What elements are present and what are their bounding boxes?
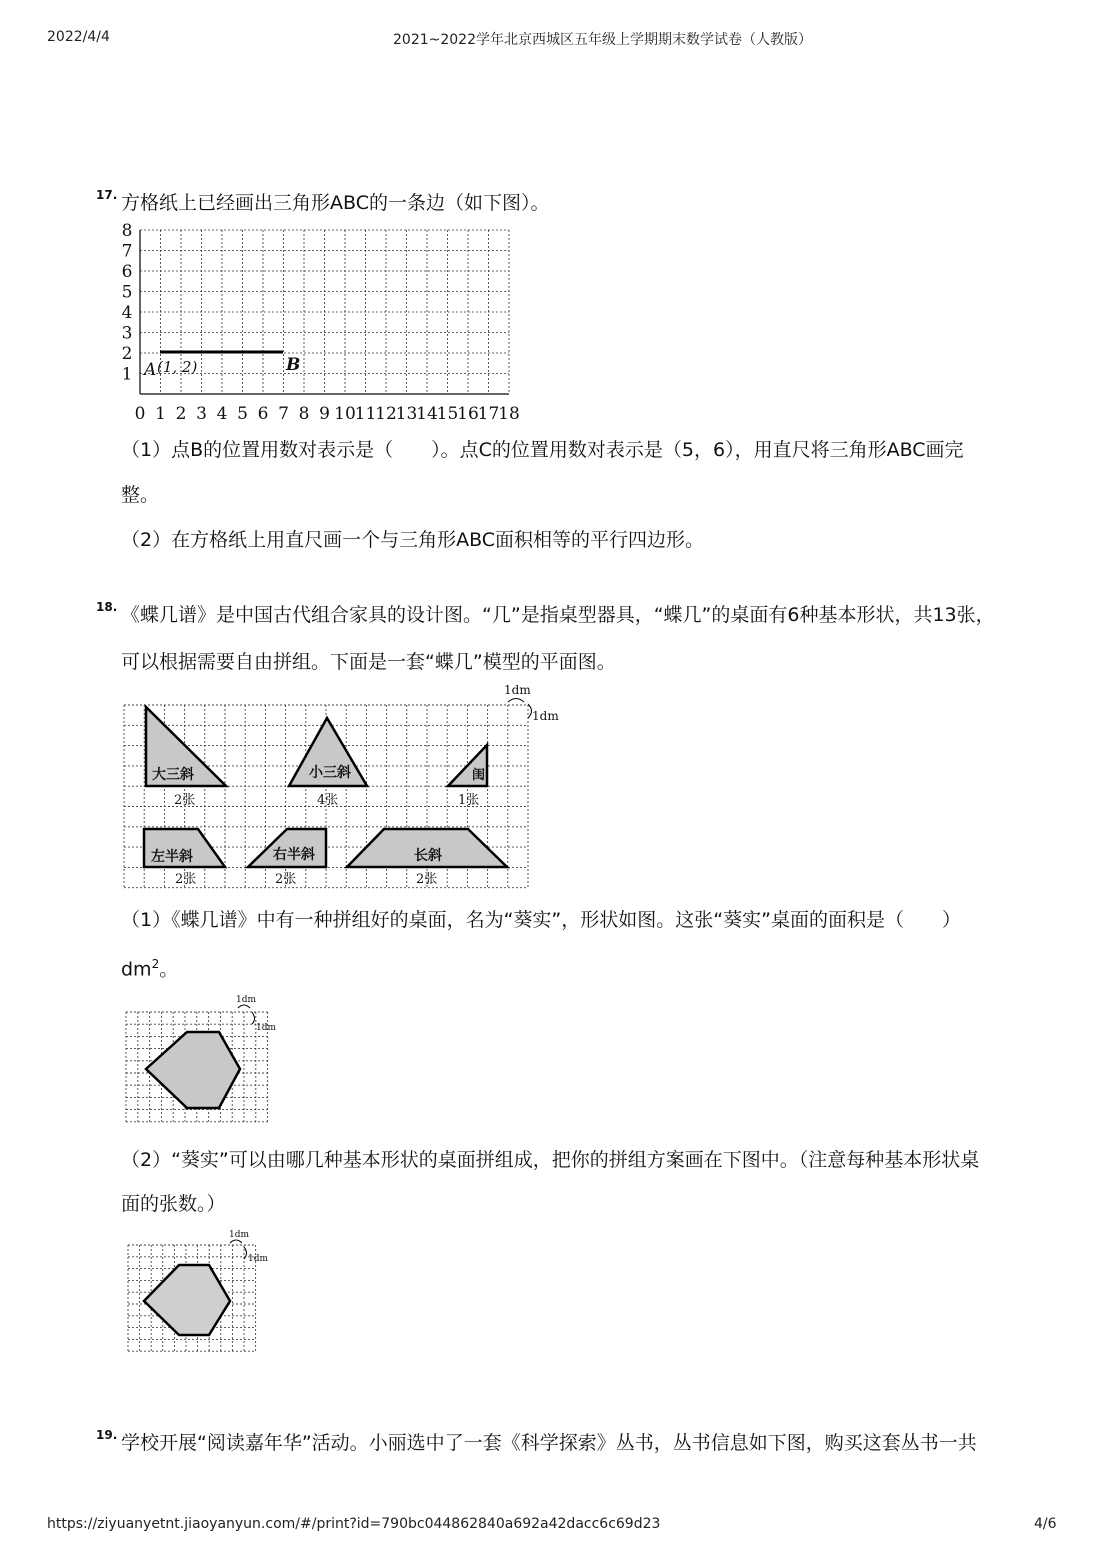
x-tick-label: 1 (155, 404, 166, 424)
kuishi-shape-figure (120, 990, 285, 1135)
piece-name-small-triangle: 小三斜 (309, 765, 351, 781)
x-tick-label: 0 (134, 404, 146, 424)
question-17-part-1-line-1: （1）点B的位置用数对表示是（ ）。点C的位置用数对表示是（5，6），用直尺将三角形ABC画完 (121, 439, 964, 461)
question-18-line-1: 《蝶几谱》是中国古代组合家具的设计图。“几”是指桌型器具，“蝶几”的桌面有6种基本形状，共13张， (121, 604, 995, 626)
piece-name-left-half-slant: 左半斜 (151, 849, 193, 865)
page-url: https://ziyuanyetnt.jiaoyanyun.com/#/print?id=790bc044862840a692a42dacc6c69d23 (47, 1516, 661, 1532)
piece-count-long-slant: 2张 (416, 872, 438, 887)
y-tick-label: 2 (121, 344, 133, 364)
x-tick-label: 3 (196, 404, 207, 424)
piece-count-big-triangle: 2张 (174, 793, 196, 808)
unit-brace-horizontal (508, 699, 524, 703)
unit-brace-horizontal (230, 1240, 242, 1243)
x-tick-label: 12 (375, 404, 397, 424)
y-tick-label: 3 (121, 323, 133, 344)
question-18-part-1-line-2: $dm^2$。 (121, 957, 179, 981)
print-date: 2022/4/4 (47, 29, 110, 45)
x-tick-label: 15 (436, 404, 459, 424)
question-17-text: 方格纸上已经画出三角形ABC的一条边（如下图）。 (121, 192, 550, 214)
question-17-part-1-line-2: 整。 (121, 484, 160, 506)
piece-count-small-triangle: 4张 (317, 793, 339, 808)
unit-label-horizontal: 1dm (504, 683, 531, 697)
unit-brace-vertical (252, 1012, 255, 1024)
piece-name-right-half-slant: 右半斜 (273, 847, 315, 863)
point-a-coordinate: (1, 2) (157, 358, 198, 376)
point-b-label: B (286, 355, 301, 375)
question-17-part-2: （2）在方格纸上用直尺画一个与三角形ABC面积相等的平行四边形。 (121, 529, 705, 551)
unit-label-vertical: 1dm (256, 1023, 277, 1033)
unit-label-vertical: 1dm (532, 709, 559, 723)
question-19-text: 学校开展“阅读嘉年华”活动。小丽选中了一套《科学探索》丛书，丛书信息如下图，购买这套丛书一共 (121, 1432, 977, 1454)
x-tick-label: 9 (319, 404, 330, 424)
x-tick-label: 7 (278, 404, 289, 424)
unit-label-horizontal: 1dm (229, 1230, 250, 1240)
document-title: 2021~2022学年北京西城区五年级上学期期末数学试卷（人教版） (393, 32, 812, 48)
x-tick-label: 17 (477, 404, 500, 424)
unit-label-horizontal: 1dm (236, 995, 257, 1005)
x-tick-label: 13 (395, 404, 418, 424)
x-tick-label: 5 (237, 404, 248, 424)
piece-count-gui: 1张 (458, 793, 480, 808)
point-a-label: A (144, 360, 157, 380)
x-tick-label: 10 (334, 404, 356, 424)
butterfly-table-pieces-figure (118, 680, 568, 895)
question-18-part-2-line-1: （2）“葵实”可以由哪几种基本形状的桌面拼组成，把你的拼组方案画在下图中。（注意每种基本形状桌 (121, 1149, 980, 1171)
coordinate-grid-figure (115, 222, 525, 426)
piece-name-long-slant: 长斜 (414, 848, 442, 864)
y-tick-label: 7 (121, 241, 133, 262)
coordinate-grid (122, 222, 520, 424)
question-18-line-2: 可以根据需要自由拼组。下面是一套“蝶几”模型的平面图。 (121, 651, 616, 673)
unit-label-vertical: 1dm (248, 1254, 269, 1264)
question-18-part-2-line-2: 面的张数。） (121, 1193, 226, 1215)
unit-brace-horizontal (238, 1005, 250, 1008)
question-number-18: 18. (96, 600, 118, 614)
page-number: 4/6 (1034, 1516, 1057, 1532)
unit-brace-vertical (528, 704, 532, 718)
kuishi-hexagon-outline (144, 1265, 230, 1335)
piece-count-right-half-slant: 2张 (275, 872, 297, 887)
piece-count-left-half-slant: 2张 (175, 872, 197, 887)
x-tick-label: 6 (257, 404, 269, 424)
kuishi-hexagon (146, 1032, 240, 1108)
x-tick-label: 8 (298, 404, 310, 424)
x-tick-label: 4 (216, 404, 228, 424)
piece-name-big-triangle: 大三斜 (152, 767, 194, 783)
y-tick-label: 1 (121, 364, 133, 385)
x-tick-label: 14 (416, 404, 438, 424)
question-number-17: 17. (96, 188, 118, 202)
question-number-19: 19. (96, 1428, 118, 1442)
y-tick-label: 6 (121, 262, 133, 282)
x-tick-label: 18 (498, 404, 520, 424)
question-18-part-1-line-1: （1）《蝶几谱》中有一种拼组好的桌面，名为“葵实”，形状如图。这张“葵实”桌面的面积是（ ） (121, 909, 961, 931)
kuishi-drawing-figure (122, 1225, 277, 1360)
x-tick-label: 2 (175, 404, 187, 424)
piece-name-gui: 闺 (472, 768, 486, 783)
y-tick-label: 5 (121, 282, 133, 303)
y-tick-label: 8 (121, 222, 133, 241)
x-tick-label: 11 (354, 404, 377, 424)
y-tick-label: 4 (121, 303, 133, 323)
x-tick-label: 16 (457, 404, 479, 424)
